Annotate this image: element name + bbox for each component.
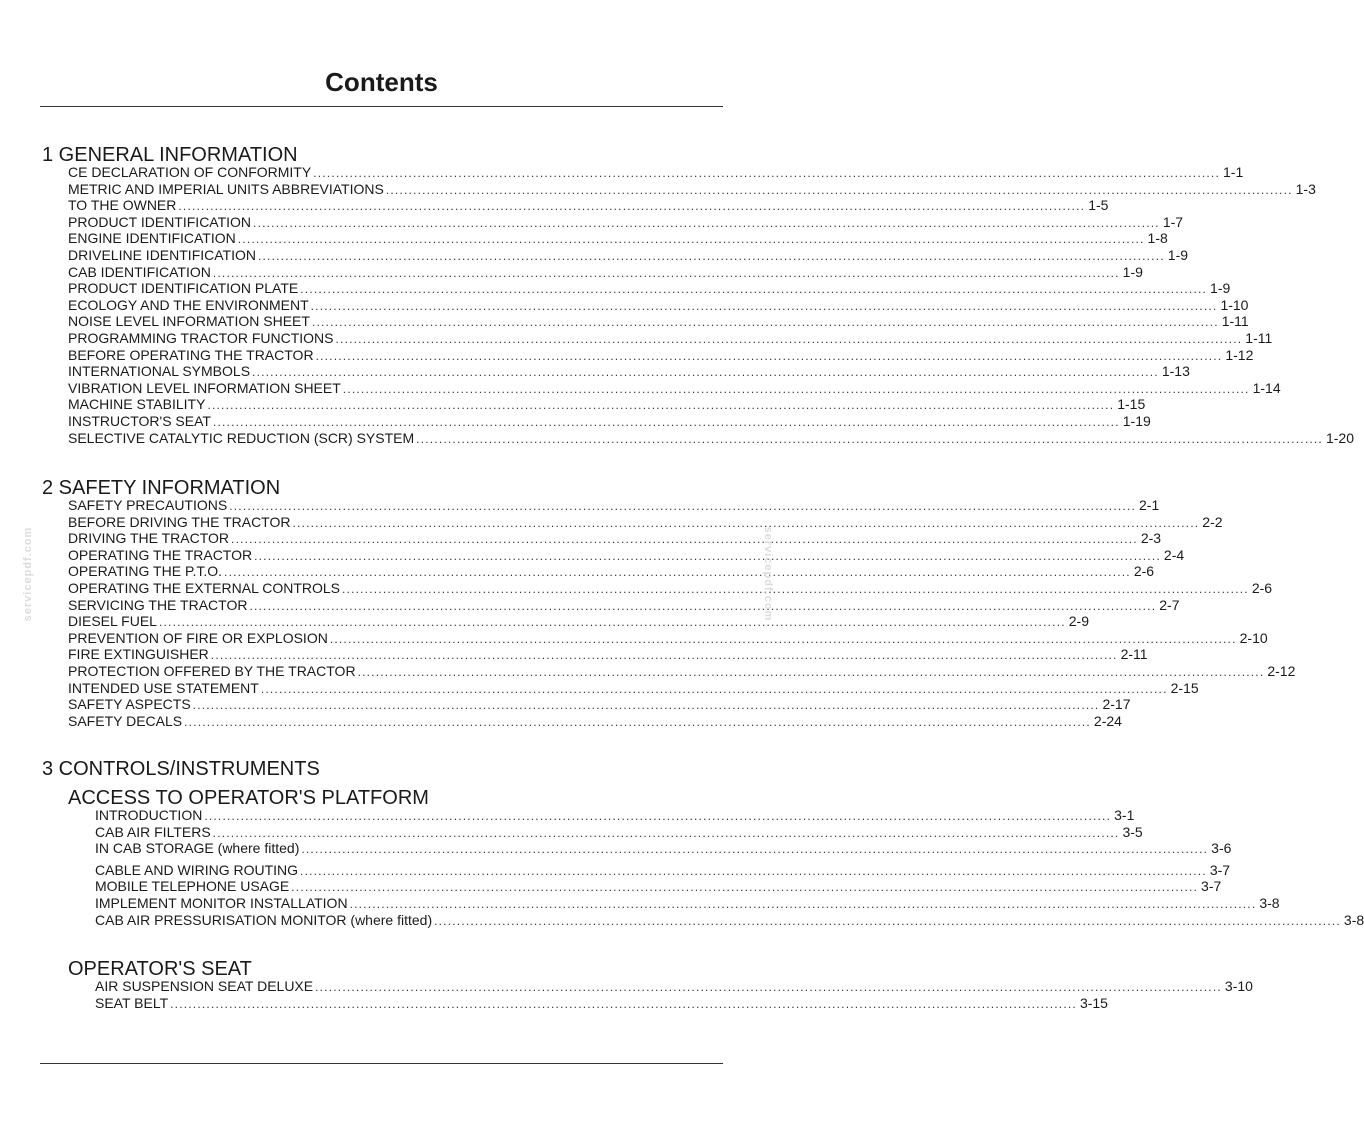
toc-entry[interactable] bbox=[68, 329, 1273, 347]
toc-entry-page: 2-17 bbox=[1102, 696, 1131, 713]
toc-entry-page: 2-6 bbox=[1251, 579, 1273, 596]
leader-dots: ........................................................................................................................................................................................................ bbox=[212, 265, 1120, 280]
footer-rule bbox=[40, 1063, 723, 1064]
toc-entry-page: 1-10 bbox=[1220, 296, 1249, 313]
subsection-access-entries bbox=[95, 807, 1364, 928]
toc-entry-title: METRIC AND IMPERIAL UNITS ABBREVIATIONS bbox=[68, 180, 384, 197]
toc-entry-page: 2-24 bbox=[1093, 712, 1122, 729]
leader-dots: ........................................................................................................................................................................................................ bbox=[342, 381, 1250, 396]
toc-entry-page: 3-10 bbox=[1224, 978, 1253, 994]
toc-entry-page: 1-3 bbox=[1295, 180, 1316, 197]
toc-entry[interactable] bbox=[68, 613, 1089, 630]
toc-entry-page: 3-7 bbox=[1201, 878, 1222, 895]
toc-entry-page: 2-4 bbox=[1163, 546, 1185, 563]
toc-entry-title: VIBRATION LEVEL INFORMATION SHEET bbox=[68, 379, 341, 396]
toc-entry-title: INTRODUCTION bbox=[95, 807, 203, 823]
watermark-left: servicepdf.com bbox=[22, 526, 34, 622]
leader-dots: ........................................................................................................................................................................................................ bbox=[178, 199, 1086, 214]
toc-entry[interactable] bbox=[68, 629, 1268, 647]
leader-dots: ........................................................................................................................................................................................................ bbox=[329, 631, 1237, 646]
leader-dots: ........................................................................................................................................................................................................ bbox=[315, 980, 1222, 994]
subsection-seat-heading: OPERATOR'S SEAT bbox=[68, 958, 252, 980]
section-3-heading: 3 CONTROLS/INSTRUMENTS bbox=[42, 758, 320, 780]
toc-entry-title: DRIVELINE IDENTIFICATION bbox=[68, 246, 256, 263]
toc-entry[interactable] bbox=[68, 596, 1180, 614]
leader-dots: ........................................................................................................................................................................................................ bbox=[416, 431, 1323, 446]
toc-entry-page: 3-6 bbox=[1211, 840, 1232, 857]
toc-entry-title: FIRE EXTINGUISHER bbox=[68, 646, 209, 663]
toc-entry-title: SEAT BELT bbox=[95, 994, 169, 1011]
toc-entry-title: OPERATING THE EXTERNAL CONTROLS bbox=[68, 579, 341, 596]
toc-entry-page: 3-1 bbox=[1114, 807, 1135, 823]
toc-entry[interactable] bbox=[68, 662, 1296, 680]
toc-entry[interactable] bbox=[68, 379, 1281, 397]
leader-dots: ........................................................................................................................................................................................................ bbox=[210, 648, 1118, 663]
leader-dots: ........................................................................................................................................................................................................ bbox=[212, 414, 1120, 429]
leader-dots: ........................................................................................................................................................................................................ bbox=[170, 996, 1077, 1011]
toc-entry-page: 2-12 bbox=[1267, 662, 1296, 679]
watermark-right: servicepdf.com bbox=[762, 526, 774, 622]
toc-entry[interactable] bbox=[95, 911, 1364, 929]
leader-dots: ........................................................................................................................................................................................................ bbox=[192, 698, 1100, 713]
toc-entry-page: 1-8 bbox=[1147, 230, 1168, 247]
toc-entry-title: OPERATING THE TRACTOR bbox=[68, 546, 253, 563]
toc-entry[interactable] bbox=[95, 840, 1232, 857]
leader-dots: ........................................................................................................................................................................................................ bbox=[254, 548, 1161, 563]
leader-dots: ........................................................................................................................................................................................................ bbox=[385, 182, 1293, 197]
leader-dots: ........................................................................................................................................................................................................ bbox=[313, 166, 1220, 180]
toc-entry[interactable] bbox=[95, 894, 1280, 912]
leader-dots: ........................................................................................................................................................................................................ bbox=[249, 598, 1157, 613]
toc-entry[interactable] bbox=[68, 213, 1184, 231]
toc-entry-page: 1-11 bbox=[1221, 313, 1249, 330]
toc-entry-title: NOISE LEVEL INFORMATION SHEET bbox=[68, 313, 310, 330]
toc-entry[interactable] bbox=[68, 164, 1244, 181]
leader-dots: ........................................................................................................................................................................................................ bbox=[342, 581, 1249, 596]
leader-dots: ........................................................................................................................................................................................................ bbox=[237, 232, 1145, 247]
toc-entry[interactable] bbox=[68, 280, 1231, 297]
toc-entry-title: PRODUCT IDENTIFICATION PLATE bbox=[68, 280, 299, 297]
leader-dots: ........................................................................................................................................................................................................ bbox=[434, 913, 1341, 928]
toc-entry[interactable] bbox=[68, 530, 1162, 547]
toc-entry-page: 1-11 bbox=[1245, 329, 1273, 346]
leader-dots: ........................................................................................................................................................................................................ bbox=[357, 664, 1265, 679]
page-title: Contents bbox=[325, 67, 438, 97]
toc-entry-page: 3-8 bbox=[1343, 911, 1364, 928]
toc-entry-page: 1-12 bbox=[1225, 346, 1254, 363]
toc-entry[interactable] bbox=[68, 313, 1249, 330]
leader-dots: ........................................................................................................................................................................................................ bbox=[184, 714, 1091, 729]
toc-entry-title: SAFETY DECALS bbox=[68, 712, 183, 729]
toc-entry-page: 2-6 bbox=[1133, 563, 1155, 580]
toc-entry-page: 2-11 bbox=[1120, 646, 1148, 663]
toc-entry-title: DRIVING THE TRACTOR bbox=[68, 530, 230, 547]
leader-dots: ........................................................................................................................................................................................................ bbox=[315, 348, 1223, 363]
leader-dots: ........................................................................................................................................................................................................ bbox=[212, 825, 1120, 840]
leader-dots: ........................................................................................................................................................................................................ bbox=[335, 331, 1243, 346]
toc-entry-title: CABLE AND WIRING ROUTING bbox=[95, 861, 299, 878]
leader-dots: ........................................................................................................................................................................................................ bbox=[300, 863, 1207, 878]
leader-dots: ........................................................................................................................................................................................................ bbox=[231, 532, 1138, 547]
subsection-seat-entries bbox=[95, 978, 1253, 1011]
toc-entry[interactable] bbox=[68, 696, 1131, 713]
toc-entry-page: 3-8 bbox=[1259, 894, 1280, 911]
leader-dots: ........................................................................................................................................................................................................ bbox=[207, 398, 1115, 413]
toc-entry-title: BEFORE DRIVING THE TRACTOR bbox=[68, 513, 291, 530]
leader-dots: ........................................................................................................................................................................................................ bbox=[229, 499, 1137, 513]
toc-entry-title: OPERATING THE P.T.O. bbox=[68, 563, 223, 580]
toc-entry[interactable] bbox=[95, 807, 1135, 824]
toc-entry-page: 1-9 bbox=[1167, 246, 1189, 263]
toc-entry[interactable] bbox=[68, 497, 1160, 514]
leader-dots: ........................................................................................................................................................................................................ bbox=[301, 842, 1209, 857]
leader-dots: ........................................................................................................................................................................................................ bbox=[224, 565, 1131, 580]
toc-entry-title: SELECTIVE CATALYTIC REDUCTION (SCR) SYSTEM bbox=[68, 429, 415, 446]
leader-dots: ........................................................................................................................................................................................................ bbox=[292, 515, 1200, 530]
leader-dots: ........................................................................................................................................................................................................ bbox=[349, 896, 1257, 911]
leader-dots: ........................................................................................................................................................................................................ bbox=[260, 681, 1168, 696]
toc-entry[interactable] bbox=[68, 646, 1148, 663]
toc-entry-title: INSTRUCTOR'S SEAT bbox=[68, 412, 211, 429]
leader-dots: ........................................................................................................................................................................................................ bbox=[300, 282, 1208, 297]
toc-entry-page: 3-7 bbox=[1209, 861, 1231, 878]
toc-entry-page: 1-13 bbox=[1161, 363, 1190, 380]
toc-entry-title: SAFETY PRECAUTIONS bbox=[68, 497, 228, 513]
toc-entry-title: PRODUCT IDENTIFICATION bbox=[68, 213, 252, 230]
toc-entry-page: 1-20 bbox=[1325, 429, 1354, 446]
toc-entry[interactable] bbox=[68, 197, 1109, 214]
toc-entry-page: 1-9 bbox=[1122, 263, 1143, 280]
toc-entry[interactable] bbox=[68, 180, 1316, 198]
leader-dots: ........................................................................................................................................................................................................ bbox=[257, 248, 1165, 263]
toc-entry[interactable] bbox=[68, 346, 1254, 364]
toc-entry-title: CAB AIR PRESSURISATION MONITOR (where fitted) bbox=[95, 911, 433, 928]
toc-entry-title: ECOLOGY AND THE ENVIRONMENT bbox=[68, 296, 309, 313]
toc-entry[interactable] bbox=[68, 296, 1249, 314]
toc-entry[interactable] bbox=[68, 712, 1122, 730]
toc-entry[interactable] bbox=[68, 246, 1189, 264]
toc-entry-title: PROGRAMMING TRACTOR FUNCTIONS bbox=[68, 329, 334, 346]
toc-entry-page: 1-7 bbox=[1162, 213, 1184, 230]
toc-entry-title: MOBILE TELEPHONE USAGE bbox=[95, 878, 290, 895]
toc-entry[interactable] bbox=[68, 563, 1155, 580]
toc-entry-title: TO THE OWNER bbox=[68, 197, 177, 214]
toc-entry-page: 2-3 bbox=[1140, 530, 1162, 547]
toc-entry-page: 1-1 bbox=[1223, 164, 1244, 180]
leader-dots: ........................................................................................................................................................................................................ bbox=[253, 215, 1160, 230]
toc-entry-page: 2-1 bbox=[1139, 497, 1160, 513]
toc-entry-title: INTENDED USE STATEMENT bbox=[68, 679, 259, 696]
toc-entry-title: DIESEL FUEL bbox=[68, 613, 157, 630]
toc-entry-title: PREVENTION OF FIRE OR EXPLOSION bbox=[68, 629, 328, 646]
toc-entry[interactable] bbox=[68, 679, 1199, 697]
toc-entry-page: 2-2 bbox=[1202, 513, 1223, 530]
toc-entry[interactable] bbox=[68, 513, 1223, 531]
leader-dots: ........................................................................................................................................................................................................ bbox=[310, 298, 1218, 313]
toc-entry[interactable] bbox=[95, 861, 1231, 879]
toc-entry-page: 2-15 bbox=[1170, 679, 1199, 696]
toc-entry-page: 1-14 bbox=[1252, 379, 1281, 396]
toc-entry[interactable] bbox=[68, 412, 1151, 430]
toc-entry-page: 2-10 bbox=[1239, 629, 1268, 646]
toc-entry[interactable] bbox=[95, 978, 1253, 995]
toc-entry-title: CAB IDENTIFICATION bbox=[68, 263, 211, 280]
toc-entry[interactable] bbox=[68, 546, 1185, 564]
leader-dots: ........................................................................................................................................................................................................ bbox=[158, 615, 1066, 630]
toc-entry-title: PROTECTION OFFERED BY THE TRACTOR bbox=[68, 662, 356, 679]
section-1-entries bbox=[68, 164, 1354, 446]
toc-entry-title: SERVICING THE TRACTOR bbox=[68, 596, 248, 613]
section-1-heading: 1 GENERAL INFORMATION bbox=[42, 144, 298, 166]
toc-entry-page: 1-5 bbox=[1088, 197, 1109, 214]
header-rule bbox=[40, 106, 723, 107]
toc-entry[interactable] bbox=[68, 396, 1146, 413]
toc-entry-title: IN CAB STORAGE (where fitted) bbox=[95, 840, 300, 857]
subsection-access-heading: ACCESS TO OPERATOR'S PLATFORM bbox=[68, 787, 429, 809]
toc-entry-page: 1-15 bbox=[1117, 396, 1146, 413]
toc-entry-page: 2-7 bbox=[1159, 596, 1180, 613]
toc-entry-title: SAFETY ASPECTS bbox=[68, 696, 191, 713]
leader-dots: ........................................................................................................................................................................................................ bbox=[204, 809, 1112, 823]
toc-entry[interactable] bbox=[68, 230, 1168, 247]
toc-entry-title: INTERNATIONAL SYMBOLS bbox=[68, 363, 251, 380]
toc-entry-title: AIR SUSPENSION SEAT DELUXE bbox=[95, 978, 314, 994]
toc-entry-page: 3-15 bbox=[1079, 994, 1108, 1011]
section-2-heading: 2 SAFETY INFORMATION bbox=[42, 477, 281, 499]
toc-entry[interactable] bbox=[95, 878, 1222, 895]
toc-entry-title: ENGINE IDENTIFICATION bbox=[68, 230, 236, 247]
leader-dots: ........................................................................................................................................................................................................ bbox=[252, 365, 1159, 380]
toc-entry[interactable] bbox=[95, 823, 1143, 841]
toc-entry[interactable] bbox=[68, 263, 1143, 281]
toc-entry-page: 1-9 bbox=[1210, 280, 1231, 297]
leader-dots: ........................................................................................................................................................................................................ bbox=[291, 880, 1199, 895]
toc-entry[interactable] bbox=[68, 363, 1190, 380]
toc-entry[interactable] bbox=[68, 579, 1273, 597]
toc-entry-title: CE DECLARATION OF CONFORMITY bbox=[68, 164, 312, 180]
leader-dots: ........................................................................................................................................................................................................ bbox=[311, 315, 1219, 330]
toc-entry-title: MACHINE STABILITY bbox=[68, 396, 206, 413]
toc-entry-page: 1-19 bbox=[1122, 412, 1151, 429]
toc-entry-page: 3-5 bbox=[1122, 823, 1143, 840]
toc-entry[interactable] bbox=[68, 429, 1354, 447]
toc-entry-title: CAB AIR FILTERS bbox=[95, 823, 211, 840]
toc-entry-title: IMPLEMENT MONITOR INSTALLATION bbox=[95, 894, 348, 911]
toc-entry[interactable] bbox=[95, 994, 1108, 1012]
toc-entry-title: BEFORE OPERATING THE TRACTOR bbox=[68, 346, 314, 363]
toc-entry-page: 2-9 bbox=[1068, 613, 1089, 630]
